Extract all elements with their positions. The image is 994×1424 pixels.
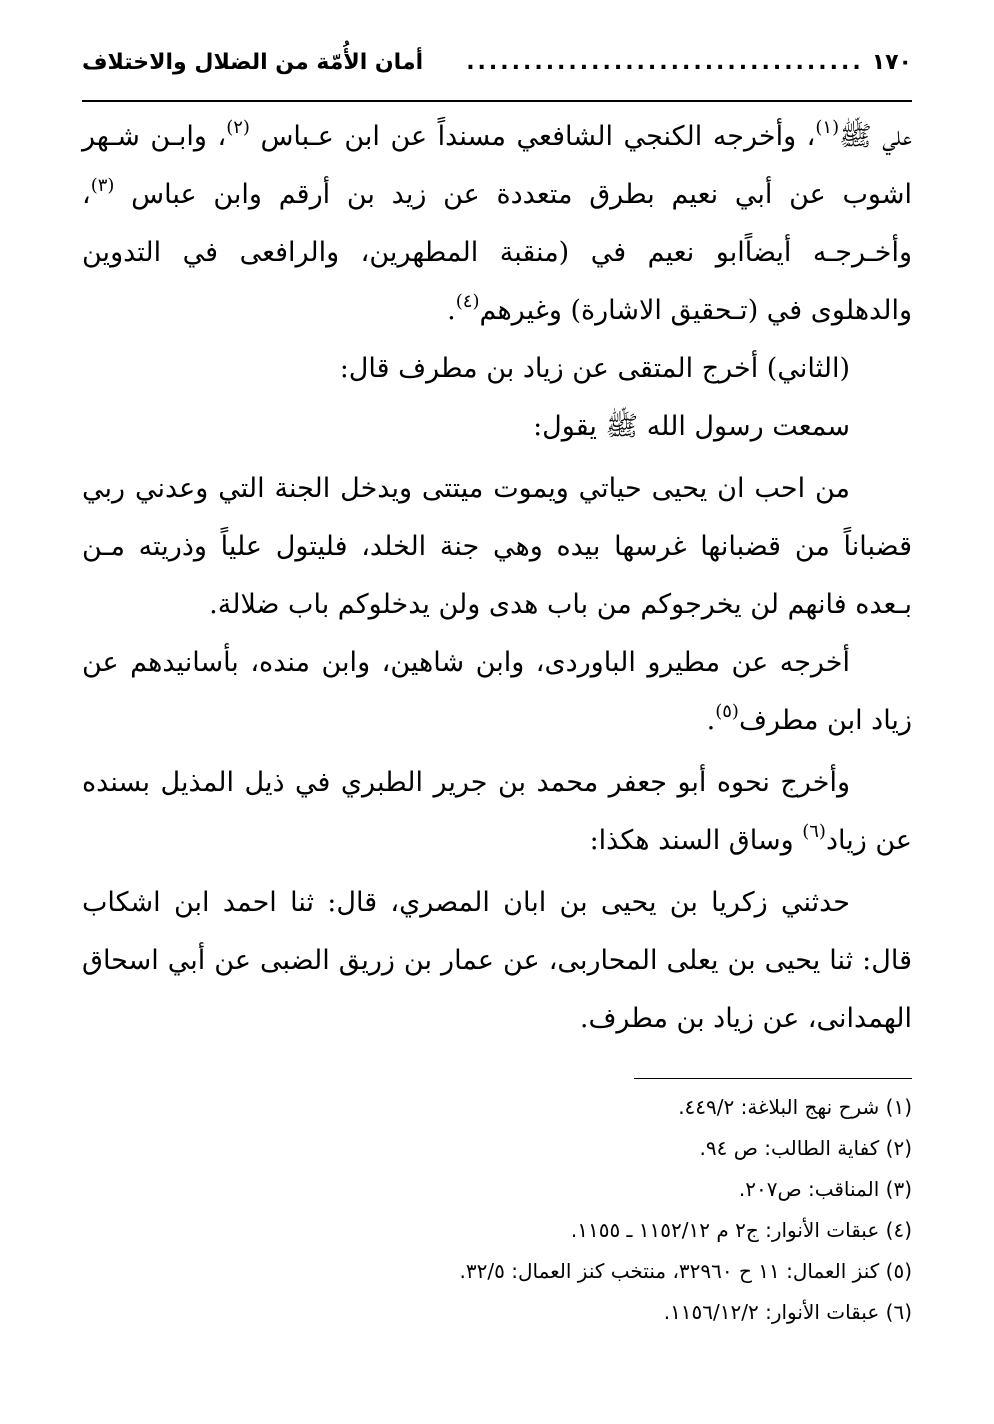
paragraph-prophet-said: سمعت رسول الله ﷺ يقول: (533, 411, 850, 442)
footnote-ref-1: (١) (815, 117, 840, 138)
footnote-4: (٤) عبقات الأنوار: ج٢ م ١١٥٢/١٢ ـ ١١٥٥. (570, 1218, 912, 1242)
footnote-3: (٣) المناقب: ص٢٠٧. (738, 1177, 912, 1201)
page-header (82, 50, 912, 102)
footnote-ref-5: (٥) (715, 701, 739, 722)
footnote-6: (٦) عبقات الأنوار: ١١٥٦/١٢/٢. (663, 1300, 912, 1324)
footnote-separator (634, 1078, 912, 1079)
footnote-ref-3: (٣) (90, 175, 115, 196)
paragraph-tabari: وأخرج نحوه أبو جعفر محمد بن جرير الطبري في ذيل المذيل بسنده عن زياد$^{(٦)}$ وساق السند هكذا: (82, 767, 912, 856)
paragraph-isnad: حدثني زكريا بن يحيى بن ابان المصري، قال: ثنا احمد ابن اشكاب قال: ثنا يحيى بن يعلى المحاربى، عن عمار بن زريق الضبى عن أبي اسحاق الهمدانى، عن زياد بن مطرف. (82, 887, 912, 1034)
paragraph-sources: أخرجه عن مطيرو الباوردى، وابن شاهين، وابن منده، بأسانيدهم عن زياد ابن مطرف$^{(٥)}$. (82, 647, 912, 736)
footnote-ref-4: (٤) (455, 291, 480, 312)
paragraph-hadith: من احب ان يحيى حياتي ويموت ميتتى ويدخل الجنة التي وعدني ربي قضباناً من قضبانها غرسها بيده وهي جنة الخلد، فليتول علياً وذريته مـن بـعده فانهم لن يخرجوكم من باب هدى ولن يدخلوكم باب ضلالة. (82, 473, 912, 620)
main-text (82, 108, 912, 1048)
paragraph-second-narration: (الثاني) أخرج المتقى عن زياد بن مطرف قال: (339, 353, 850, 384)
paragraph-continuation: علي ﷺ$^{(١)}$، وأخرجه الكنجي الشافعي مسنداً عن ابن عـباس $^{(٢)}$، وابـن شـهر اشوب عن أبي نعيم بطرق متعددة عن زيد بن أرقم وابن عباس $^{(٣)}$، وأخـرجـه أيضاًابو نعيم في (منقبة المطهرين، والرافعى في التدوين والدهلوى في (تـحقيق الاشارة) وغيرهم$^{(٤)}$. (82, 117, 912, 326)
footnote-5: (٥) كنز العمال: ١١ ح ٣٢٩٦٠، منتخب كنز العمال: ٣٢/٥. (459, 1259, 912, 1283)
footnote-1: (١) شرح نهج البلاغة: ٤٤٩/٢. (678, 1095, 912, 1119)
footnotes (82, 1087, 912, 1333)
book-page (82, 50, 912, 1333)
leader-dots: ................................... (466, 50, 864, 75)
footnote-2: (٢) كفاية الطالب: ص ٩٤. (699, 1136, 912, 1160)
page-number: ١٧٠ (871, 50, 912, 75)
running-title: أمان الأُمّة من الضلال والاختلاف (82, 50, 424, 75)
footnote-ref-6: (٦) (802, 821, 826, 842)
footnote-ref-2: (٢) (226, 117, 250, 138)
